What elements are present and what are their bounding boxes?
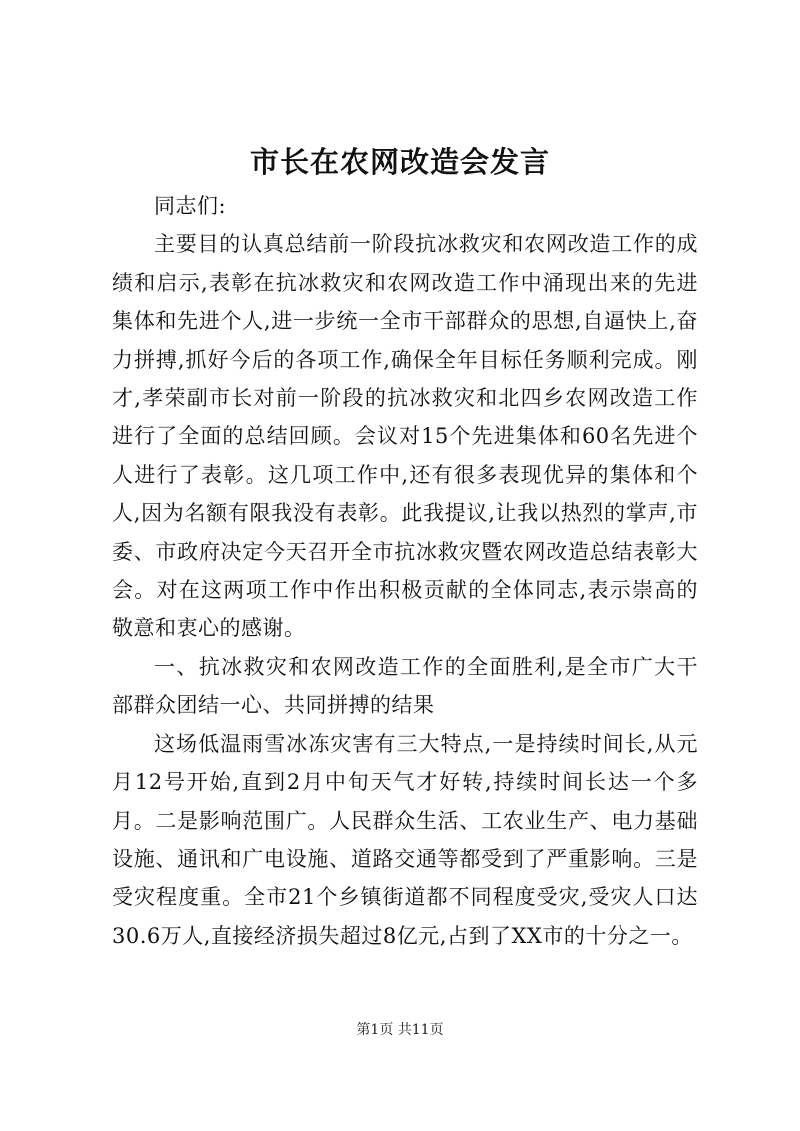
greeting-line: 同志们: xyxy=(154,194,227,218)
document-body xyxy=(112,187,698,955)
paragraph-disaster-features: 这场低温雨雪冰冻灾害有三大特点,一是持续时间长,从元月12号开始,直到2月中旬天气才好转,持续时间长达一个多月。二是影响范围广。人民群众生活、工农业生产、电力基础设施、通讯和广电设施、道路交通等都受到了严重影响。三是受灾程度重。全市21个乡镇街道都不同程度受灾,受灾人口达30.6万人,直接经济损失超过8亿元,占到了XX市的十分之一。 xyxy=(112,731,698,948)
page-footer: 第1页 共11页 xyxy=(356,1022,444,1038)
section-heading-one: 一、抗冰救灾和农网改造工作的全面胜利,是全市广大干部群众团结一心、共同拼搏的结果 xyxy=(112,654,698,718)
paragraph-opening: 主要目的认真总结前一阶段抗冰救灾和农网改造工作的成绩和启示,表彰在抗冰救灾和农网改造工作中涌现出来的先进集体和先进个人,进一步统一全市干部群众的思想,自逼快上,奋力拼搏,抓好今后的各项工作,确保全年目标任务顺利完成。刚才,孝荣副市长对前一阶段的抗冰救灾和北四乡农网改造工作进行了全面的总结回顾。会议对15个先进集体和60名先进个人进行了表彰。这几项工作中,还有很多表现优异的集体和个人,因为名额有限我没有表彰。此我提议,让我以热烈的掌声,市委、市政府决定今天召开全市抗冰救灾暨农网改造总结表彰大会。对在这两项工作中作出积极贡献的全体同志,表示崇高的敬意和衷心的感谢。 xyxy=(112,232,698,641)
document-title: 市长在农网改造会发言 xyxy=(249,145,550,179)
